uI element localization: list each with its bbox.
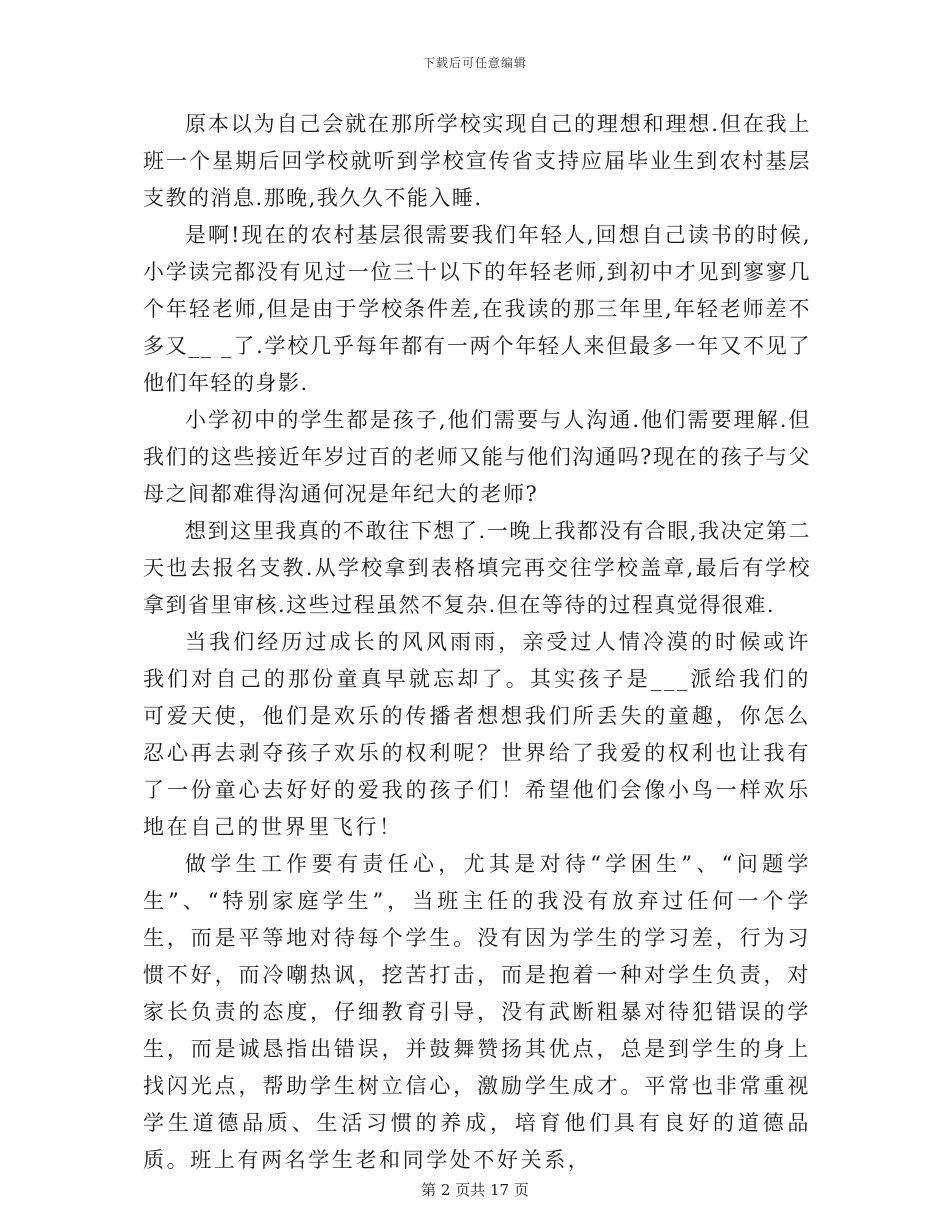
paragraph-4: 想到这里我真的不敢往下想了.一晚上我都没有合眼,我决定第二天也去报名支教.从学校拿到表格填完再交往学校盖章,最后有学校拿到省里审核.这些过程虽然不复杂.但在等待的过程真觉得很难.: [143, 519, 811, 617]
paragraph-5: 当我们经历过成长的风风雨雨，亲受过人情冷漠的时候或许我们对自己的那份童真早就忘却了。其实孩子是___派给我们的可爱天使，他们是欢乐的传播者想想我们所丢失的童趣，你怎么忍心再去剥夺孩子欢乐的权利呢？世界给了我爱的权利也让我有了一份童心去好好的爱我的孩子们！希望他们会像小鸟一样欢乐地在自己的世界里飞行！: [143, 630, 811, 839]
paragraph-3: 小学初中的学生都是孩子,他们需要与人沟通.他们需要理解.但我们的这些接近年岁过百的老师又能与他们沟通吗?现在的孩子与父母之间都难得沟通何况是年纪大的老师?: [143, 408, 811, 506]
paragraph-1: 原本以为自己会就在那所学校实现自己的理想和理想.但在我上班一个星期后回学校就听到学校宣传省支持应届毕业生到农村基层支教的消息.那晚,我久久不能入睡.: [143, 112, 811, 210]
paragraph-6: 做学生工作要有责任心，尤其是对待“学困生”、“问题学生”、“特别家庭学生”，当班主任的我没有放弃过任何一个学生，而是平等地对待每个学生。没有因为学生的学习差，行为习惯不好，而冷嘲热讽，挖苦打击，而是抱着一种对学生负责，对家长负责的态度，仔细教育引导，没有武断粗暴对待犯错误的学生，而是诚恳指出错误，并鼓舞赞扬其优点，总是到学生的身上找闪光点，帮助学生树立信心，激励学生成才。平常也非常重视学生道德品质、生活习惯的养成，培育他们具有良好的道德品质。班上有两名学生老和同学处不好关系，: [143, 852, 811, 1172]
document-body: [143, 106, 811, 1179]
paragraph-2: 是啊!现在的农村基层很需要我们年轻人,回想自己读书的时候,小学读完都没有见过一位三十以下的年轻老师,到初中才见到寥寥几个年轻老师,但是由于学校条件差,在我读的那三年里,年轻老师差不多又__ _了.学校几乎每年都有一两个年轻人来但最多一年又不见了他们年轻的身影.: [143, 223, 811, 395]
page-header: 下载后可任意编辑: [422, 56, 527, 70]
page-number-footer: 第 2 页共 17 页: [421, 1181, 529, 1199]
